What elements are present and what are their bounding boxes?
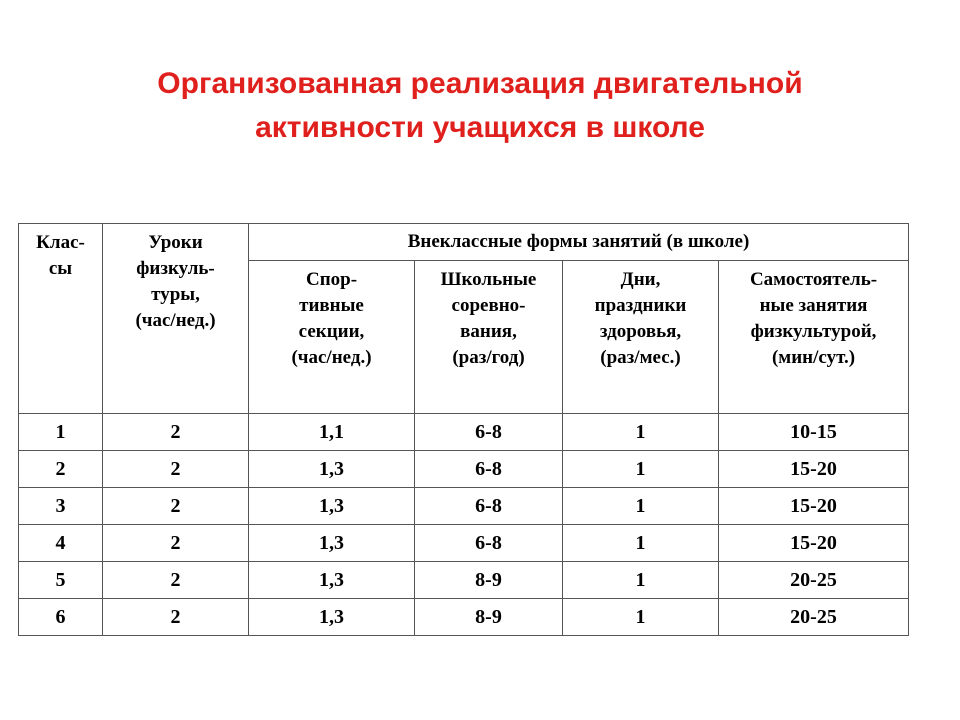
cell-health-days: 1 xyxy=(563,451,719,488)
cell-health-days: 1 xyxy=(563,488,719,525)
cell-sports-sections: 1,3 xyxy=(249,525,415,562)
table-row xyxy=(19,488,909,525)
cell-school-competitions: 8-9 xyxy=(415,599,563,636)
cell-health-days: 1 xyxy=(563,525,719,562)
cell-class: 5 xyxy=(19,562,103,599)
table-row xyxy=(19,451,909,488)
header-self-study xyxy=(719,261,909,414)
cell-class: 2 xyxy=(19,451,103,488)
table-row xyxy=(19,599,909,636)
header-sports-sections-label: Спор- тивные секции, (час/нед.) xyxy=(291,269,372,368)
cell-class: 1 xyxy=(19,414,103,451)
header-self-study-label: Самостоятель- ные занятия физкультурой, (мин/сут.) xyxy=(749,269,878,368)
cell-sports-sections: 1,3 xyxy=(249,599,415,636)
cell-school-competitions: 6-8 xyxy=(415,414,563,451)
cell-health-days: 1 xyxy=(563,414,719,451)
cell-school-competitions: 8-9 xyxy=(415,562,563,599)
header-extracurricular-label: Внеклассные формы занятий (в школе) xyxy=(407,231,750,252)
cell-class: 3 xyxy=(19,488,103,525)
cell-self-study: 15-20 xyxy=(719,451,909,488)
cell-class: 4 xyxy=(19,525,103,562)
table-body xyxy=(19,414,909,636)
table-row xyxy=(19,562,909,599)
cell-self-study: 20-25 xyxy=(719,562,909,599)
header-sports-sections xyxy=(249,261,415,414)
cell-class: 6 xyxy=(19,599,103,636)
cell-health-days: 1 xyxy=(563,599,719,636)
cell-sports-sections: 1,3 xyxy=(249,451,415,488)
cell-pe-lessons: 2 xyxy=(103,599,249,636)
title-line-1: Организованная реализация двигательной xyxy=(157,67,803,100)
activity-table xyxy=(18,223,909,636)
header-school-competitions-label: Школьные соревно- вания, (раз/год) xyxy=(440,269,537,368)
table-header xyxy=(19,224,909,414)
cell-pe-lessons: 2 xyxy=(103,451,249,488)
slide-title xyxy=(0,62,960,150)
header-classes xyxy=(19,224,103,414)
header-health-days-label: Дни, праздники здоровья, (раз/мес.) xyxy=(594,269,687,368)
cell-sports-sections: 1,3 xyxy=(249,562,415,599)
cell-self-study: 15-20 xyxy=(719,488,909,525)
cell-pe-lessons: 2 xyxy=(103,562,249,599)
header-classes-label: Клас- сы xyxy=(36,232,85,279)
table-row xyxy=(19,414,909,451)
cell-sports-sections: 1,3 xyxy=(249,488,415,525)
cell-health-days: 1 xyxy=(563,562,719,599)
cell-pe-lessons: 2 xyxy=(103,488,249,525)
cell-pe-lessons: 2 xyxy=(103,525,249,562)
cell-school-competitions: 6-8 xyxy=(415,525,563,562)
cell-sports-sections: 1,1 xyxy=(249,414,415,451)
cell-self-study: 15-20 xyxy=(719,525,909,562)
header-extracurricular xyxy=(249,224,909,261)
table-row xyxy=(19,525,909,562)
title-line-2: активности учащихся в школе xyxy=(255,111,705,144)
cell-pe-lessons: 2 xyxy=(103,414,249,451)
header-school-competitions xyxy=(415,261,563,414)
header-pe-lessons xyxy=(103,224,249,414)
header-health-days xyxy=(563,261,719,414)
cell-school-competitions: 6-8 xyxy=(415,488,563,525)
header-pe-lessons-label: Уроки физкуль- туры, (час/нед.) xyxy=(135,232,216,331)
cell-self-study: 10-15 xyxy=(719,414,909,451)
cell-school-competitions: 6-8 xyxy=(415,451,563,488)
cell-self-study: 20-25 xyxy=(719,599,909,636)
